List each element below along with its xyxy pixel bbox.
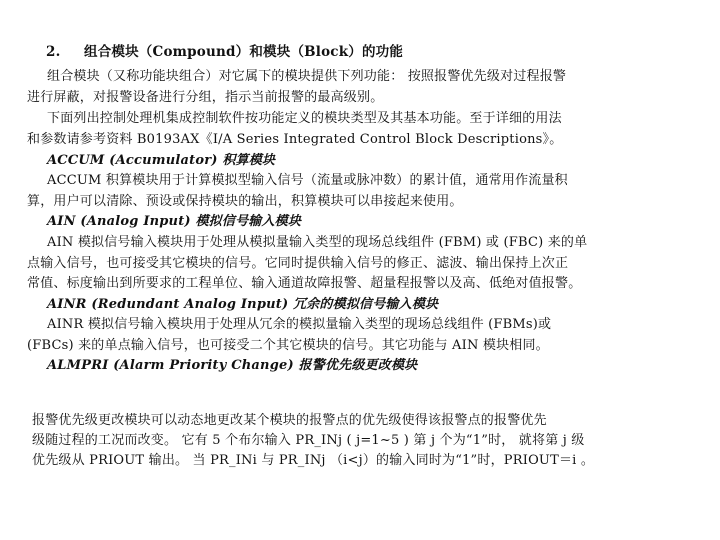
almpri-line-2: 级随过程的工况而改变。 它有 5 个布尔输入 PR_INj ( j=1~5 ) 第 j 个为“1”时， 就将第 j 级 (32, 433, 585, 448)
almpri-line-1: 报警优先级更改模块可以动态地更改某个模块的报警点的优先级使得该报警点的报警优先 (32, 413, 547, 428)
ain-line-3: 常值、标度输出到所要求的工程单位、输入通道故障报警、超量程报警以及高、低绝对值报警。 (27, 276, 582, 291)
accum-line-2: 算，用户可以清除、预设或保持模块的输出，积算模块可以串接起来使用。 (27, 194, 463, 209)
intro-line-3: 下面列出控制处理机集成控制软件按功能定义的模块类型及其基本功能。至于详细的用法 (47, 111, 562, 126)
section-heading (46, 43, 403, 61)
ain-line-1: AIN 模拟信号输入模块用于处理从模拟量输入类型的现场总线组件 (FBM) 或 (FBC) 来的单 (47, 235, 588, 250)
ainr-line-1: AINR 模拟信号输入模块用于处理从冗余的模拟量输入类型的现场总线组件 (FBMs)或 (47, 317, 552, 332)
accum-line-1: ACCUM 积算模块用于计算模拟型输入信号（流量或脉冲数）的累计值，通常用作流量积 (47, 173, 568, 188)
ainr-line-2: (FBCs) 来的单点输入信号，也可接受二个其它模块的信号。其它功能与 AIN 模块相同。 (27, 338, 549, 353)
ain-line-2: 点输入信号，也可接受其它模块的信号。它同时提供输入信号的修正、滤波、输出保持上次正 (27, 256, 569, 271)
ainr-heading: AINR (Redundant Analog Input) 冗余的模拟信号输入模块 (47, 297, 439, 312)
section-number: 2. (46, 44, 61, 60)
accum-heading: ACCUM (Accumulator) 积算模块 (47, 153, 276, 168)
intro-line-2: 进行屏蔽，对报警设备进行分组，指示当前报警的最高级别。 (27, 90, 384, 105)
intro-line-4: 和参数请参考资料 B0193AX《I/A Series Integrated Control Block Descriptions》。 (27, 132, 563, 147)
almpri-line-3: 优先级从 PRIOUT 输出。 当 PR_INi 与 PR_INj （i<j）的输入同时为“1”时，PRIOUT＝i 。 (32, 453, 595, 468)
intro-line-1: 组合模块（又称功能块组合）对它属下的模块提供下列功能： 按照报警优先级对过程报警 (47, 69, 567, 84)
almpri-heading: ALMPRI (Alarm Priority Change) 报警优先级更改模块 (47, 358, 418, 373)
ain-heading: AIN (Analog Input) 模拟信号输入模块 (47, 214, 302, 229)
section-title: 组合模块（Compound）和模块（Block）的功能 (84, 44, 404, 60)
